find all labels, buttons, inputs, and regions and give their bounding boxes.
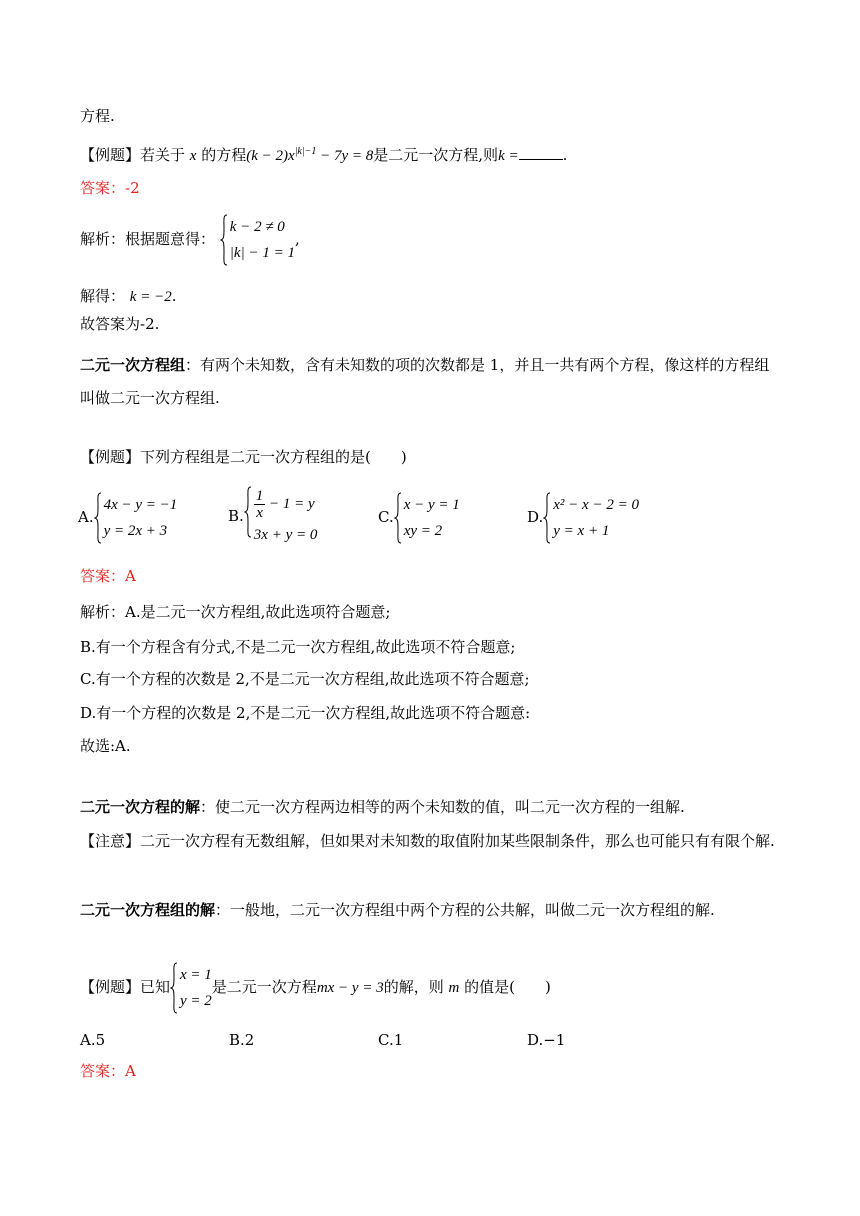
definition-term: 二元一次方程组	[80, 356, 186, 374]
option-b: B.2	[229, 1031, 255, 1049]
example-2-question: 【例题】下列方程组是二元一次方程组的是( )	[80, 448, 407, 466]
system-row: y = 2x + 3	[103, 523, 168, 539]
definition-equation-solution	[80, 797, 685, 817]
system-row: 3x + y = 0	[253, 527, 318, 543]
question-text: 的解，则	[383, 978, 449, 996]
fraction: $\frac{1}{x}$	[255, 488, 264, 522]
example-1-analysis: 解析：根据题意得： k − 2 ≠ 0 |k| − 1 = 1 ,	[80, 214, 300, 266]
system-row: k − 2 ≠ 0	[229, 219, 285, 235]
equation-system	[170, 962, 212, 1014]
analysis-line: D.有一个方程的次数是 2,不是二元一次方程组,故此选项不符合题意:	[80, 704, 531, 722]
question-text: 【例题】已知	[80, 978, 171, 996]
definition-text: ：一般地，二元一次方程组中两个方程的公共解，叫做二元一次方程组的解.	[215, 901, 715, 919]
definition-text: ：使二元一次方程两边相等的两个未知数的值，叫二元一次方程的一组解.	[200, 798, 685, 816]
system-row: |k| − 1 = 1	[229, 245, 295, 261]
intro-text: 方程.	[80, 107, 115, 125]
question-text: 是二元一次方程	[211, 978, 317, 996]
solve-label: 解得：	[80, 287, 126, 305]
example-1-answer: 答案：-2	[80, 179, 140, 197]
system-row: x² − x − 2 = 0	[553, 497, 639, 513]
analysis-line: 解析：A.是二元一次方程组,故此选项符合题意;	[80, 603, 391, 621]
brace-icon	[244, 486, 252, 538]
variable: m	[448, 980, 460, 996]
equation-system	[543, 492, 639, 544]
definition-term: 二元一次方程的解	[80, 798, 201, 816]
equation-system	[394, 492, 460, 544]
question-text: 若关于	[140, 146, 190, 164]
brace-icon	[220, 214, 228, 266]
equation-system	[94, 492, 178, 544]
option-b	[228, 486, 317, 548]
option-a	[78, 492, 177, 544]
definition-text: ：有两个未知数，含有未知数的项的次数都是 1，并且一共有两个方程，像这样的方程组叫做二元一次方程组.	[80, 356, 770, 407]
equation-system: $\frac{1}{x}$ − 1 = y 3x + y = 0	[244, 486, 318, 548]
option-label: D.	[527, 508, 544, 526]
example-3-answer: 答案：A	[80, 1062, 136, 1080]
system-row: x = 1	[180, 967, 212, 983]
option-label: B.	[228, 507, 244, 525]
option-c	[378, 492, 460, 544]
analysis-label: 解析：根据题意得：	[80, 230, 216, 248]
question-text: 的值是( )	[459, 978, 551, 996]
definition-system-solution	[80, 894, 782, 927]
exponent: |k|−1	[294, 146, 317, 157]
system-row: 4x − y = −1	[103, 497, 178, 513]
equation: k = −2	[129, 289, 172, 305]
analysis-line: C.有一个方程的次数是 2,不是二元一次方程组,故此选项不符合题意;	[80, 670, 530, 688]
example-1-conclusion: 故答案为-2.	[80, 315, 160, 333]
brace-icon	[543, 492, 551, 544]
variable: x	[189, 148, 197, 164]
option-label: C.	[378, 508, 394, 526]
brace-icon	[394, 492, 402, 544]
brace-icon	[170, 962, 178, 1014]
option-label: A.	[78, 508, 94, 526]
example-1-question: 【例题】若关于 x 的方程$(k - 2)x^{|k|-1} - 7y = 8$是二元一次方程,则k = .	[80, 146, 568, 164]
variable: k =	[498, 148, 519, 164]
question-text: 是二元一次方程,则	[373, 146, 499, 164]
question-text: 的方程	[196, 146, 247, 164]
answer-blank	[519, 145, 563, 160]
example-3-question	[80, 962, 551, 1014]
note-text: 【注意】二元一次方程有无数组解，但如果对未知数的取值附加某些限制条件，那么也可能只有有限个解.	[80, 832, 775, 850]
brace-icon	[94, 492, 102, 544]
option-c: C.1	[378, 1031, 404, 1049]
example-tag: 【例题】	[80, 146, 141, 164]
analysis-line: 故选:A.	[80, 737, 131, 755]
option-a: A.5	[80, 1031, 106, 1049]
option-d: D.−1	[527, 1031, 566, 1049]
equation-system	[220, 214, 295, 266]
system-row: y = x + 1	[553, 523, 610, 539]
example-2-answer: 答案：A	[80, 567, 136, 585]
example-1-solve: 解得： k = −2.	[80, 287, 177, 305]
system-row: xy = 2	[403, 523, 443, 539]
definition-equation-system	[80, 349, 782, 415]
definition-term: 二元一次方程组的解	[80, 901, 216, 919]
analysis-line: B.有一个方程含有分式,不是二元一次方程组,故此选项不符合题意;	[80, 638, 516, 656]
system-row: y = 2	[180, 993, 212, 1009]
option-d	[527, 492, 639, 544]
equation: $(k - 2)x^{|k|-1} - 7y = 8$	[246, 146, 374, 164]
equation: mx − y = 3	[316, 980, 384, 996]
system-row: x − y = 1	[403, 497, 460, 513]
